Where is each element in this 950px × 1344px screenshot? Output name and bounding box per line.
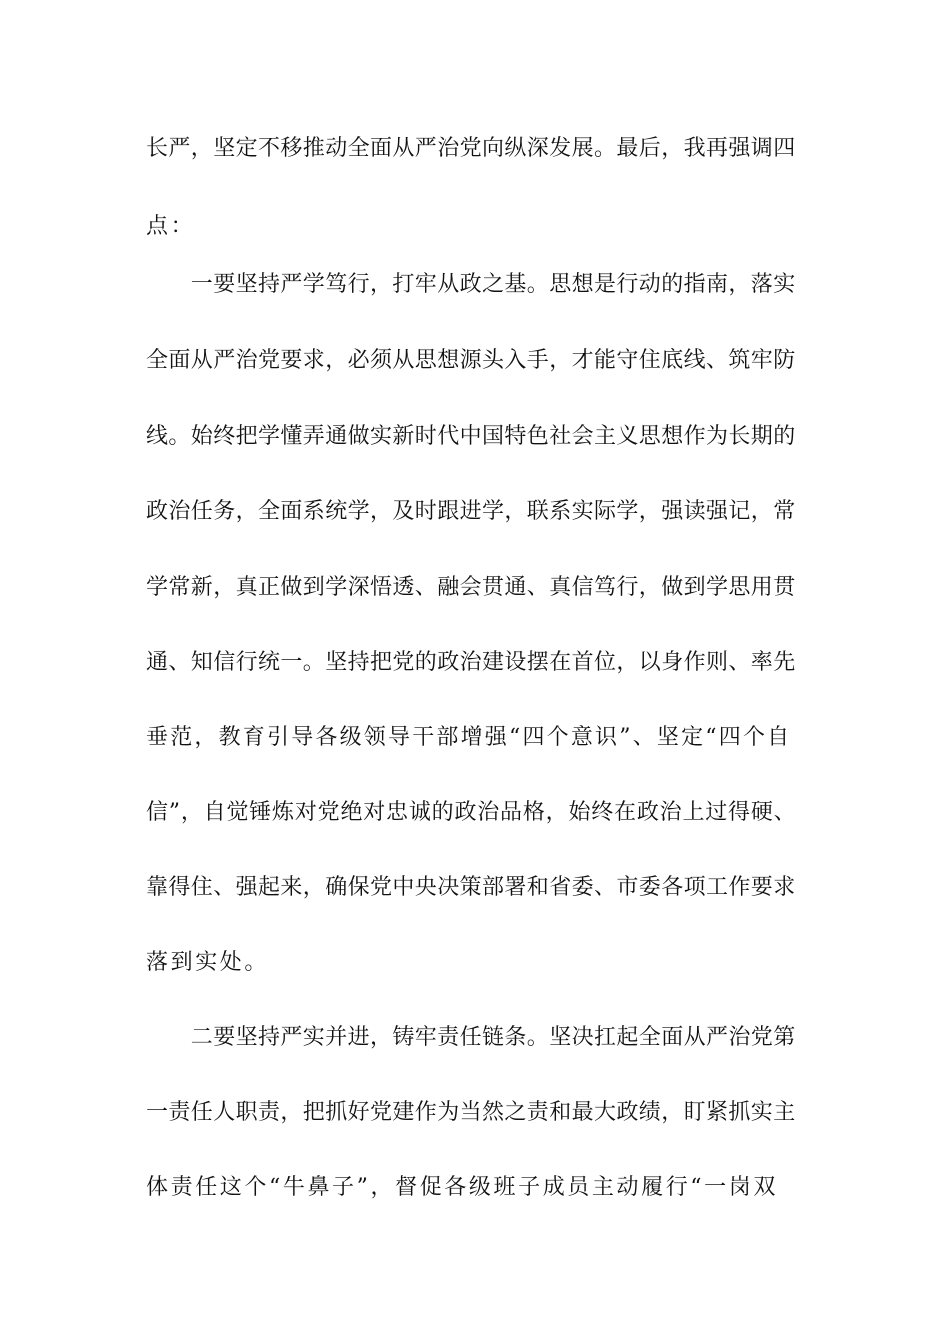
body-text-line: 体责任这个“牛鼻子”，督促各级班子成员主动履行“一岗双: [146, 1175, 778, 1200]
body-text-line: 一要坚持严学笃行，打牢从政之基。思想是行动的指南，落实: [146, 272, 796, 297]
body-text-line: 通、知信行统一。坚持把党的政治建设摆在首位，以身作则、率先: [146, 650, 796, 675]
body-text-line: 线。始终把学懂弄通做实新时代中国特色社会主义思想作为长期的: [146, 424, 796, 449]
body-text-line: 长严，坚定不移推动全面从严治党向纵深发展。最后，我再强调四: [146, 136, 796, 161]
body-text-line: 政治任务，全面系统学，及时跟进学，联系实际学，强读强记，常: [146, 499, 796, 524]
body-text-line: 二要坚持严实并进，铸牢责任链条。坚决扛起全面从严治党第: [146, 1025, 796, 1050]
body-text-line: 靠得住、强起来，确保党中央决策部署和省委、市委各项工作要求: [146, 875, 796, 900]
body-text-line: 垂范，教育引导各级领导干部增强“四个意识”、坚定“四个自: [146, 725, 792, 750]
body-text-line: 全面从严治党要求，必须从思想源头入手，才能守住底线、筑牢防: [146, 348, 796, 373]
body-text-line: 落到实处。: [146, 950, 270, 975]
body-text-line: 学常新，真正做到学深悟透、融会贯通、真信笃行，做到学思用贯: [146, 575, 796, 600]
body-text-line: 信”，自觉锤炼对党绝对忠诚的政治品格，始终在政治上过得硬、: [146, 800, 797, 825]
body-text-line: 一责任人职责，把抓好党建作为当然之责和最大政绩，盯紧抓实主: [146, 1100, 796, 1125]
body-text-line: 点：: [146, 214, 196, 239]
